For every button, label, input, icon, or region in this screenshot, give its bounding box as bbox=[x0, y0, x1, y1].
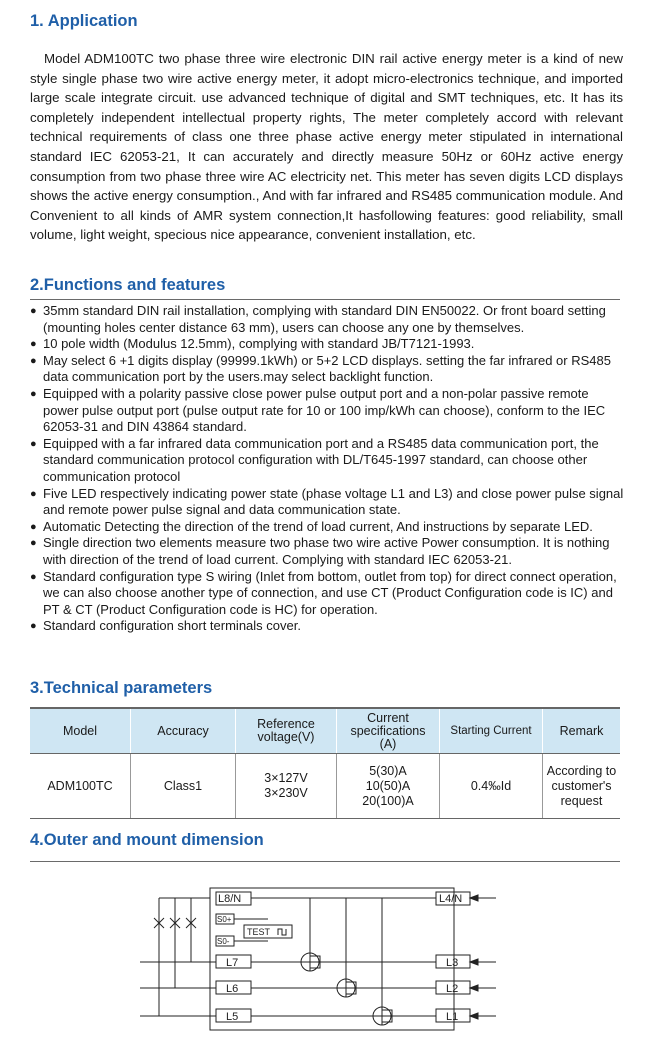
label-l4n: L4/N bbox=[439, 893, 463, 905]
functions-heading: 2.Functions and features bbox=[30, 276, 226, 294]
label-s0plus: S0+ bbox=[217, 915, 232, 924]
label-l5: L5 bbox=[226, 1011, 239, 1023]
pulse-icon bbox=[278, 929, 286, 935]
header-current-line2: specifications bbox=[350, 723, 426, 738]
dimension-divider bbox=[30, 861, 620, 862]
feature-item: ● Automatic Detecting the direction of the trend of load current, And instructions by separate LED. bbox=[30, 519, 624, 536]
label-s0minus: S0- bbox=[217, 937, 230, 946]
cell-remark-3: request bbox=[560, 793, 603, 808]
table-header-row bbox=[30, 708, 620, 754]
cell-current-1: 5(30)A bbox=[369, 763, 407, 778]
label-test: TEST bbox=[247, 927, 271, 937]
cell-voltage-1: 3×127V bbox=[264, 771, 308, 785]
header-model: Model bbox=[30, 708, 131, 754]
cell-remark-1: According to bbox=[546, 763, 617, 778]
header-starting-current: Starting Current bbox=[440, 708, 543, 754]
application-text: Model ADM100TC two phase three wire electronic DIN rail active energy meter is a kind of new style single phase two wire active energy meter, it adopt micro-electronics technique, and imported large scale integrate circuit. use advanced technique of digital and SMT techniques, etc. It has its completely independent intellectual property rights, The meter completely accord with relevant technical requirements of class one three phase active energy meter stipulated in international standard IEC 62053-21, It can accurately and directly measure 50Hz or 60Hz active energy consumption from two phase three wire AC electricity net. This meter has seven digits LCD displays shows the active energy consumption., And with far infrared and RS485 communication module. And Convenient to all kinds of AMR system connection,It hasfollowing features: good reliability, small volume, light weight, specious nice appearance, convenient installation, etc. bbox=[30, 51, 623, 243]
label-l6: L6 bbox=[226, 983, 239, 995]
cell-voltage-2: 3×230V bbox=[264, 786, 308, 800]
dimension-heading: 4.Outer and mount dimension bbox=[30, 831, 264, 849]
cell-current-3: 20(100)A bbox=[362, 793, 414, 808]
wiring-diagram bbox=[140, 880, 500, 1040]
cell-remark-2: customer's bbox=[551, 778, 612, 793]
header-current-line1: Current bbox=[367, 710, 409, 725]
input-arrows bbox=[470, 895, 496, 1019]
feature-item: ● Equipped with a far infrared data communication port and a RS485 data communication port, the standard communication protocol configuration with DL/T645-1997 standard, can choose other communication protocol bbox=[30, 436, 624, 486]
label-l1: L1 bbox=[446, 1011, 459, 1023]
technical-heading: 3.Technical parameters bbox=[30, 679, 213, 697]
cell-current-2: 10(50)A bbox=[365, 778, 411, 793]
table-row bbox=[30, 754, 620, 819]
cell-accuracy: Class1 bbox=[131, 754, 236, 819]
feature-item: ● May select 6 +1 digits display (99999.1kWh) or 5+2 LCD displays. setting the far infrared or RS485 data communication port by the users.may select backlight function. bbox=[30, 353, 624, 386]
feature-item: ● Single direction two elements measure two phase two wire active Power consumption. It is nothing with direction of the trend of load current. Complying with standard IEC 62053-21. bbox=[30, 535, 624, 568]
header-reference-voltage bbox=[236, 708, 337, 754]
header-voltage-line2: voltage(V) bbox=[257, 730, 315, 744]
cell-starting-current: 0.4‰Id bbox=[440, 754, 543, 819]
feature-item: ● 35mm standard DIN rail installation, complying with standard DIN EN50022. Or front board setting (mounting holes center distance 63 mm), users can choose any one by themselves. bbox=[30, 303, 624, 336]
technical-parameters-table bbox=[30, 707, 620, 819]
feature-item: ● Five LED respectively indicating power state (phase voltage L1 and L3) and close power pulse signal and remote power pulse signal and data communication state. bbox=[30, 486, 624, 519]
header-current-line3: (A) bbox=[379, 736, 397, 751]
cell-remark bbox=[543, 754, 621, 819]
label-l2: L2 bbox=[446, 983, 459, 995]
feature-item: ● Equipped with a polarity passive close power pulse output port and a non-polar passive remote power pulse output port (pulse output rate for 10 or 100 imp/kWh can choose), conform to the IEC 62053-31 and DIN 43864 standard. bbox=[30, 386, 624, 436]
cell-current bbox=[337, 754, 440, 819]
features-list bbox=[30, 303, 624, 635]
feature-item: ● Standard configuration short terminals cover. bbox=[30, 618, 624, 635]
cell-model: ADM100TC bbox=[30, 754, 131, 819]
feature-item: ● 10 pole width (Modulus 12.5mm), complying with standard JB/T7121-1993. bbox=[30, 336, 624, 353]
feature-item: ● Standard configuration type S wiring (Inlet from bottom, outlet from top) for direct connect operation, we can also choose another type of connection, and use CT (Product Configuration code is IC) and PT & CT (Product Configuration code is HC) for operation. bbox=[30, 569, 624, 619]
label-l7: L7 bbox=[226, 957, 239, 969]
application-heading: 1. Application bbox=[30, 12, 138, 30]
functions-divider bbox=[30, 299, 620, 300]
header-accuracy: Accuracy bbox=[131, 708, 236, 754]
header-current-spec bbox=[337, 708, 440, 754]
label-l8n: L8/N bbox=[218, 893, 242, 905]
header-remark: Remark bbox=[543, 708, 621, 754]
cell-voltage bbox=[236, 754, 337, 819]
header-voltage-line1: Reference bbox=[257, 717, 315, 731]
label-l3: L3 bbox=[446, 957, 459, 969]
application-paragraph bbox=[30, 49, 623, 245]
